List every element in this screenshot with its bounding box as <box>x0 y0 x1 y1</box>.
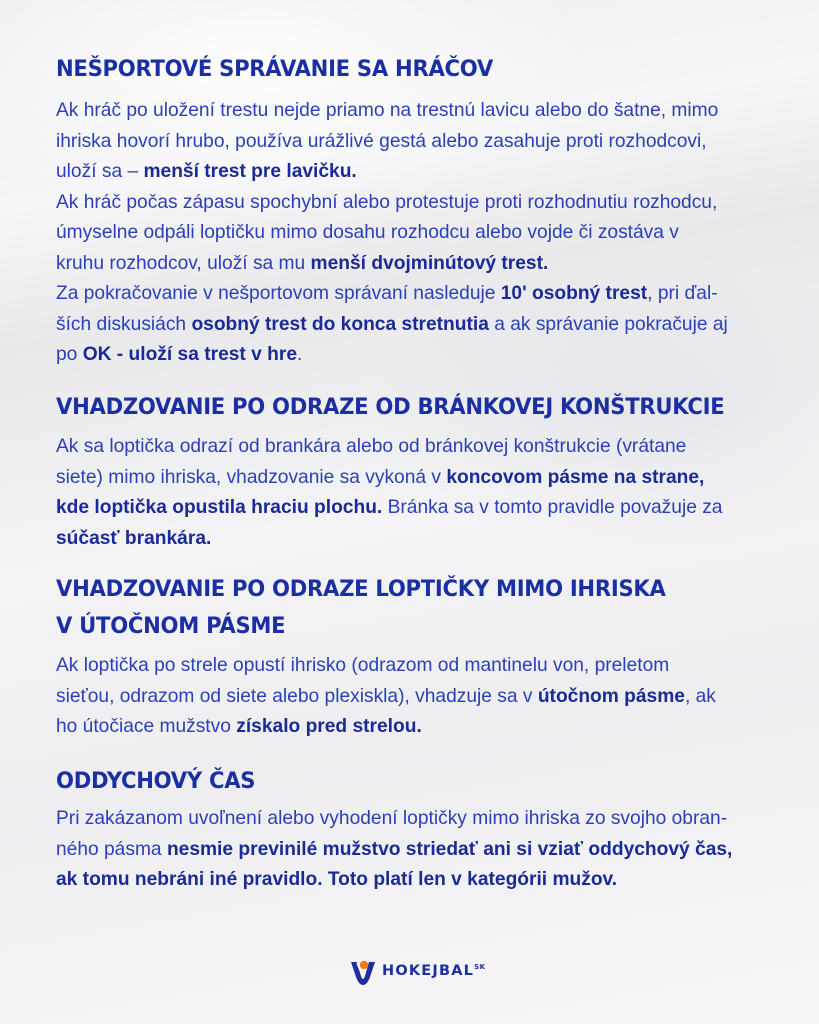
body-text: a ak správanie pokračuje aj <box>488 313 728 335</box>
bold-text: útočnom pásme <box>537 685 685 707</box>
body-text: ihriska hovorí hrubo, používa urážlivé gestá alebo zasahuje proti rozhodcovi, <box>56 130 707 152</box>
body-text: Ak loptička po strele opustí ihrisko (odrazom od mantinelu von, preletom <box>56 655 670 676</box>
section-title-line2: V ÚTOČNOM PÁSME <box>56 613 286 639</box>
section-timeout <box>56 764 732 896</box>
section-unsportsmanlike-conduct <box>56 52 728 371</box>
body-text: sieťou, odrazom od siete alebo plexiskla), vhadzuje sa v <box>56 685 538 707</box>
body-text: kruhu rozhodcov, uloží sa mu <box>56 252 311 274</box>
bold-text: osobný trest do konca stretnutia <box>191 313 489 335</box>
bold-text: OK - uloží sa trest v hre <box>82 344 298 365</box>
section-body <box>56 432 767 554</box>
bold-text: menší dvojminútový trest. <box>310 252 549 274</box>
hokejbal-logo <box>348 956 486 986</box>
body-text: . <box>297 344 303 365</box>
section-body <box>56 96 728 371</box>
logo-suffix: SK <box>474 963 486 972</box>
bold-text: kde loptička opustila hraciu plochu. <box>56 497 383 518</box>
bold-text: získalo pred strelou. <box>236 716 422 737</box>
body-text: Bránka sa v tomto pravidle považuje za <box>382 497 723 518</box>
logo-wordmark: HOKEJBAL <box>382 963 475 979</box>
section-title: VHADZOVANIE PO ODRAZE OD BRÁNKOVEJ KONŠTRUKCIE <box>56 394 725 420</box>
body-text: siete) mimo ihriska, vhadzovanie sa vykoná v <box>56 466 447 488</box>
bold-text: nesmie previnilé mužstvo striedať ani si vziať oddychový čas, <box>166 838 733 860</box>
section-title: NEŠPORTOVÉ SPRÁVANIE SA HRÁČOV <box>56 56 494 82</box>
hokejbal-logo-icon <box>348 956 378 986</box>
section-title: VHADZOVANIE PO ODRAZE LOPTIČKY MIMO IHRISKA <box>56 576 666 602</box>
body-text: Ak hráč po uložení trestu nejde priamo na trestnú lavicu alebo do šatne, mimo <box>56 100 719 121</box>
body-text: ho útočiace mužstvo <box>56 716 237 737</box>
body-text: , pri ďal- <box>647 283 718 304</box>
body-text: ného pásma <box>56 838 167 860</box>
body-text: Ak hráč počas zápasu spochybní alebo protestuje proti rozhodnutiu rozhodcu, <box>56 191 718 213</box>
bold-text: koncovom pásme na strane, <box>446 466 705 488</box>
bold-text: menší trest pre lavičku. <box>143 161 357 182</box>
section-faceoff-ball-out <box>56 572 716 743</box>
bold-text: 10' osobný trest <box>500 283 648 304</box>
section-faceoff-goal-frame <box>56 390 767 554</box>
body-text: , ak <box>684 685 716 707</box>
body-text: Za pokračovanie v nešportovom správaní nasleduje <box>56 283 501 304</box>
body-text: Ak sa loptička odrazí od brankára alebo od bránkovej konštrukcie (vrátane <box>56 436 687 457</box>
bold-text: ak tomu nebráni iné pravidlo. Toto platí len v kategórii mužov. <box>56 869 618 890</box>
section-title: ODDYCHOVÝ ČAS <box>56 768 256 794</box>
body-text: po <box>56 344 83 365</box>
body-text: Pri zakázanom uvoľnení alebo vyhodení loptičky mimo ihriska zo svojho obran- <box>56 808 728 829</box>
section-body <box>56 651 716 743</box>
logo-text <box>382 963 486 979</box>
bold-text: súčasť brankára. <box>56 527 212 549</box>
body-text: ších diskusiách <box>56 313 192 335</box>
body-text: úmyselne odpáli loptičku mimo dosahu rozhodcu alebo vojde či zostáva v <box>56 222 679 243</box>
body-text: uloží sa – <box>56 161 144 182</box>
section-body <box>56 804 732 896</box>
